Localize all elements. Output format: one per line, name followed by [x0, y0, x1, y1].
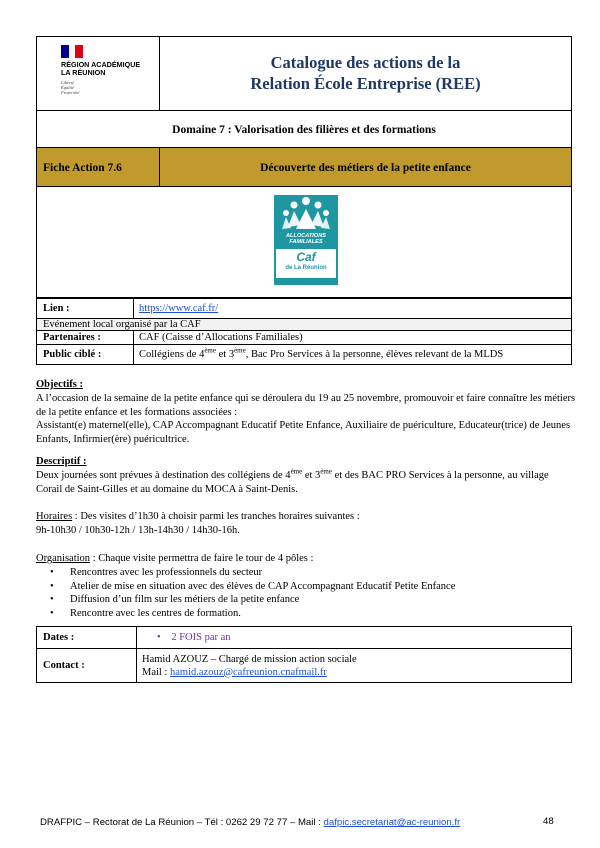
fiche-title: Découverte des métiers de la petite enfance	[260, 162, 471, 174]
organisation-label: Organisation	[36, 552, 91, 564]
list-item: • Rencontres avec les professionnels du secteur	[36, 566, 576, 580]
dates-value: 2 FOIS par an	[171, 632, 231, 643]
domain-title: Domaine 7 : Valorisation des filières et des formations	[172, 124, 436, 136]
descriptif-paragraph: Deux journées sont prévues à destination des collégiens de 4ème et 3ème et des BAC PRO Services à la personne, au village Corail de Saint-Gilles et au domaine du MOCA à Saint-Denis.	[36, 467, 549, 495]
fiche-title-cell	[160, 148, 572, 187]
caf-website-link[interactable]: https://www.caf.fr/	[139, 303, 219, 314]
contact-value-cell	[137, 649, 572, 683]
list-item: • Rencontre avec les centres de formation.	[36, 607, 576, 621]
footer-mail-link[interactable]: dafpic.secretariat@ac-reunion.fr	[323, 817, 461, 828]
domain-cell	[37, 111, 572, 148]
info-table	[36, 298, 572, 365]
fiche-label: Fiche Action 7.6	[43, 162, 122, 174]
event-note-cell	[37, 319, 572, 331]
caf-logo-sub: de La Réunion	[285, 265, 327, 271]
contact-label-cell	[37, 649, 137, 683]
horaires-label: Horaires	[36, 511, 73, 523]
public-value: Collégiens de 4ème et 3ème, Bac Pro Services à la personne, élèves relevant de la MLDS	[139, 346, 504, 360]
public-label-cell	[37, 345, 134, 365]
header-table	[36, 36, 572, 298]
logo-line1: RÉGION ACADÉMIQUE	[61, 59, 141, 69]
marianne-icon	[61, 45, 83, 58]
footer	[40, 817, 560, 828]
logo-motto: Liberté Égalité Fraternité	[61, 79, 80, 95]
list-item: • Atelier de mise en situation avec des élèves de CAP Accompagnant Educatif Petite Enfance	[36, 580, 576, 594]
catalogue-title-line1: Catalogue des actions de la	[270, 52, 461, 72]
caf-logo-line2: FAMILIALES	[289, 239, 323, 245]
partenaires-label: Partenaires :	[43, 331, 101, 343]
objectifs-text: A l’occasion de la semaine de la petite enfance qui se déroulera du 19 au 25 novembre, promouvoir et faire connaître les métiers de la petite enfance et les formations associées :	[36, 392, 576, 418]
logo-cell	[37, 37, 160, 111]
contact-name: Hamid AZOUZ – Chargé de mission action sociale	[142, 653, 357, 665]
partenaires-value-cell	[134, 331, 572, 345]
horaires-line: Horaires : Des visites d’1h30 à choisir parmi les tranches horaires suivantes :	[36, 511, 360, 523]
list-item: • Diffusion d’un film sur les métiers de la petite enfance	[36, 593, 576, 607]
fiche-row	[37, 148, 572, 187]
contact-mail-line: Mail : hamid.azouz@cafreunion.cnafmail.fr	[142, 666, 327, 678]
event-note: Evénement local organisé par la CAF	[43, 319, 201, 330]
logo-line2: LA RÉUNION	[61, 67, 106, 77]
objectifs-section	[36, 378, 576, 447]
contact-mail-link[interactable]: hamid.azouz@cafreunion.cnafmail.fr	[170, 666, 327, 678]
objectifs-heading: Objectifs :	[36, 379, 83, 390]
dates-label: Dates :	[43, 632, 75, 643]
poles-list	[36, 566, 576, 621]
footer-text: DRAFPIC – Rectorat de La Réunion – Tél : 0262 29 72 77 – Mail :	[40, 817, 324, 828]
caf-logo-brand: Caf	[296, 250, 316, 264]
lien-label: Lien :	[43, 303, 70, 314]
caf-logo-box	[276, 249, 336, 278]
dates-bullet-icon: •	[157, 632, 161, 643]
public-label: Public ciblé :	[43, 349, 102, 360]
caf-family-icon	[274, 195, 338, 233]
fiche-label-cell	[37, 148, 160, 187]
partenaires-value: CAF (Caisse d’Allocations Familiales)	[139, 331, 303, 343]
descriptif-heading: Descriptif :	[36, 456, 87, 467]
lien-value-cell	[134, 299, 572, 319]
academie-logo	[61, 45, 183, 95]
dates-label-cell	[37, 627, 137, 649]
lien-label-cell	[37, 299, 134, 319]
caf-logo	[274, 195, 338, 285]
dates-value-cell	[137, 627, 572, 649]
horaires-slots: 9h-10h30 / 10h30-12h / 13h-14h30 / 14h30-16h.	[36, 525, 240, 537]
contact-table	[36, 626, 572, 683]
objectifs-text2: Assistant(e) maternel(elle), CAP Accompagnant Educatif Petite Enfance, Auxiliaire de puériculture, Educateur(trice) de Jeunes Enfants, Infirmier(ère) puéricultrice.	[36, 420, 571, 446]
organisation-line: Organisation : Chaque visite permettra de faire le tour de 4 pôles :	[36, 552, 314, 564]
page-number: 48	[543, 816, 554, 827]
public-value-cell	[134, 345, 572, 365]
partenaires-label-cell	[37, 331, 134, 345]
descriptif-section	[36, 455, 576, 621]
catalogue-title-cell	[160, 37, 572, 111]
partner-logo-cell	[37, 187, 572, 298]
contact-label: Contact :	[43, 660, 85, 671]
catalogue-title-line2: Relation École Entreprise (REE)	[250, 73, 481, 93]
caf-logo-line1: ALLOCATIONS	[286, 233, 326, 239]
